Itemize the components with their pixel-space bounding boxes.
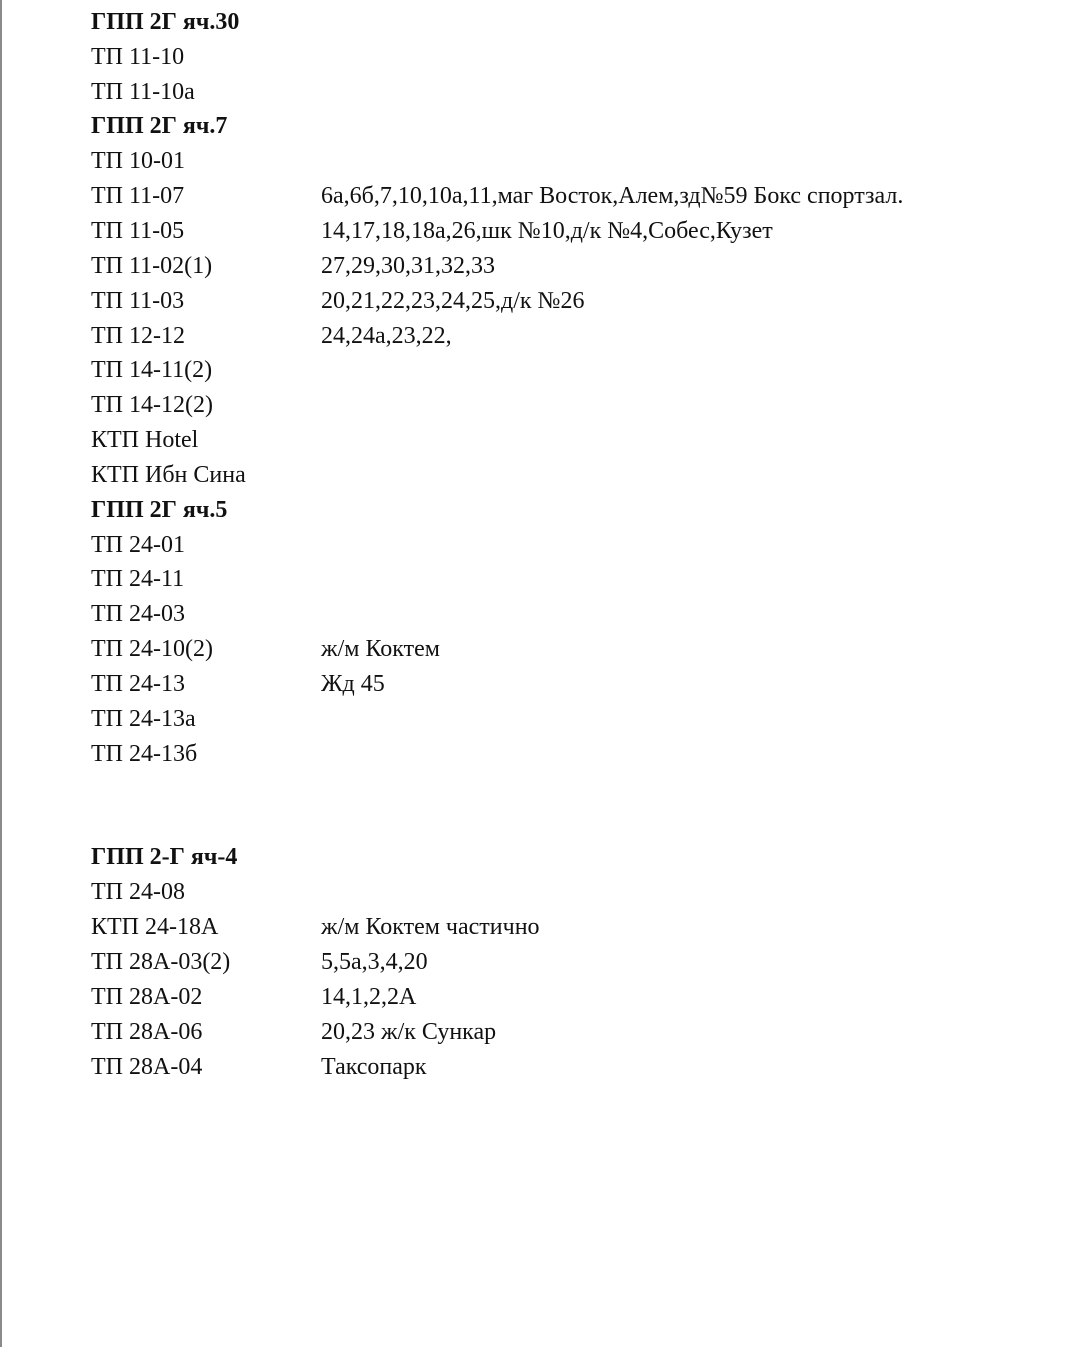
substation-name: ТП 11-05 [91,217,185,244]
substation-addresses: ж/м Коктем [321,636,440,663]
section-header [91,5,1051,40]
substation-name: ТП 11-10а [91,78,195,105]
substation-addresses: 20,23 ж/к Сункар [321,1018,497,1045]
substation-addresses: 24,24а,23,22, [321,322,452,349]
substation-name: ТП 14-11(2) [91,357,213,384]
substation-name: ТП 10-01 [91,148,185,175]
substation-addresses: 27,29,30,31,32,33 [321,252,495,279]
substation-addresses: Жд 45 [321,670,385,697]
substation-name: ТП 24-03 [91,601,185,628]
substation-name: ТП 24-11 [91,566,185,593]
substation-row [91,737,1051,772]
substation-row [91,910,1051,945]
section-header-label: ГПП 2Г яч.5 [91,496,228,523]
substation-row [91,423,1051,458]
substation-row [91,1050,1051,1085]
substation-addresses: Таксопарк [321,1053,427,1080]
section [91,493,1051,772]
substation-name: ТП 28А-06 [91,1018,203,1045]
substation-addresses: 6а,6б,7,10,10а,11,маг Восток,Алем,зд№59 Бокс спортзал. [321,183,904,210]
substation-row [91,1015,1051,1050]
substation-name: ТП 14-12(2) [91,392,213,419]
section [91,110,1051,493]
substation-addresses: 14,17,18,18а,26,шк №10,д/к №4,Собес,Кузет [321,217,773,244]
substation-row [91,528,1051,563]
substation-row [91,284,1051,319]
substation-name: ТП 11-10 [91,43,185,70]
substation-name: ТП 24-13 [91,670,185,697]
substation-addresses: 14,1,2,2А [321,983,417,1010]
section [91,5,1051,110]
substation-row [91,597,1051,632]
substation-row [91,563,1051,598]
substation-name: ТП 11-03 [91,287,185,314]
substation-name: ТП 12-12 [91,322,185,349]
substation-row [91,458,1051,493]
section [91,841,1051,1085]
substation-name: ТП 28А-03(2) [91,949,231,976]
substation-name: ТП 24-10(2) [91,636,213,663]
substation-addresses: 5,5а,3,4,20 [321,949,428,976]
section-header-label: ГПП 2Г яч.7 [91,113,228,140]
substation-list [91,5,1051,1084]
substation-row [91,702,1051,737]
substation-row [91,667,1051,702]
substation-row [91,632,1051,667]
substation-name: ТП 24-08 [91,879,185,906]
substation-row [91,319,1051,354]
substation-name: ТП 11-07 [91,183,185,210]
substation-name: КТП Ибн Сина [91,461,246,488]
substation-row [91,214,1051,249]
substation-addresses: 20,21,22,23,24,25,д/к №26 [321,287,585,314]
substation-row [91,179,1051,214]
section-header [91,841,1051,876]
substation-name: КТП 24-18А [91,914,219,941]
substation-name: ТП 11-02(1) [91,252,213,279]
substation-name: ТП 28А-04 [91,1053,203,1080]
substation-name: ТП 28А-02 [91,983,203,1010]
substation-row [91,353,1051,388]
substation-name: ТП 24-13б [91,740,198,767]
substation-row [91,249,1051,284]
section-header [91,493,1051,528]
substation-name: КТП Hotel [91,427,199,454]
substation-row [91,980,1051,1015]
substation-row [91,875,1051,910]
substation-row [91,144,1051,179]
substation-row [91,388,1051,423]
substation-name: ТП 24-13а [91,705,196,732]
substation-name: ТП 24-01 [91,531,185,558]
substation-row [91,75,1051,110]
substation-row [91,945,1051,980]
section-header [91,110,1051,145]
section-header-label: ГПП 2-Г яч-4 [91,844,238,871]
substation-addresses: ж/м Коктем частично [321,914,540,941]
substation-row [91,40,1051,75]
section-header-label: ГПП 2Г яч.30 [91,8,240,35]
